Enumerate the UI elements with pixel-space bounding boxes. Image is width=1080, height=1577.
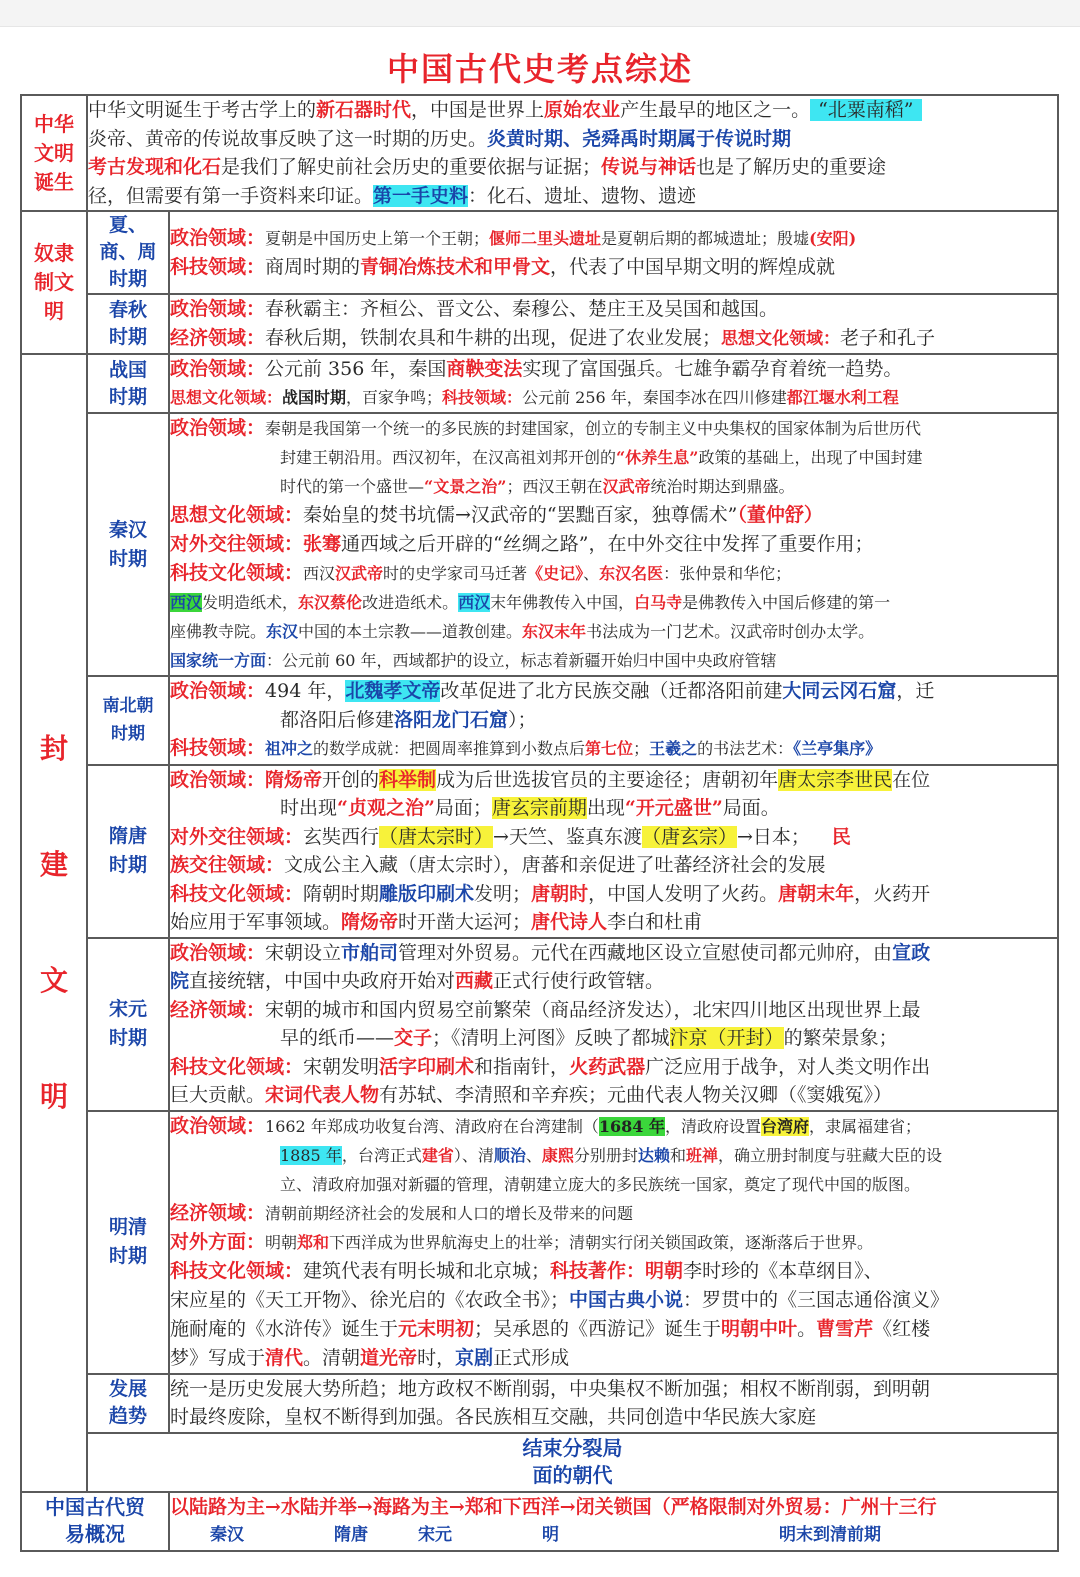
history-summary-table	[20, 94, 1059, 1552]
content-cell: 政治领域：秦朝是我国第一个统一的多民族的封建国家，创立的专制主义中央集权的国家体制为后世历代 封建王朝沿用。西汉初年，在汉高祖刘邦开创的“休养生息”政策的基础上，出现了中国封建 时代的第一个盛世—“文景之治”；西汉王朝在汉武帝统治时期达到鼎盛。 思想文化领域：秦始皇的焚书坑儒→汉武帝的“罢黜百家，独尊儒术”（董仲舒） 对外交往领域：张骞通西域之后开辟的“丝绸之路”，在中外交往中发挥了重要作用； 科技文化领域：西汉汉武帝时的史学家司马迁著《史记》、东汉名医：张仲景和华佗； 西汉发明造纸术，东汉蔡伦改进造纸术。西汉末年佛教传入中国，白马寺是佛教传入中国后修建的第一 座佛教寺院。东汉中国的本土宗教——道教创建。东汉末年书法成为一门艺术。汉武帝时创办太学。 国家统一方面：公元前 60 年，西域都护的设立，标志着新疆开始归中国中央政府管辖	[169, 413, 1058, 676]
era-text: 封建文明	[39, 731, 68, 1113]
content-cell: 以陆路为主→水陆并举→海路为主→郑和下西洋→闭关锁国（严格限制对外贸易：广州十三行 秦汉 隋唐 宋元 明 明末到清前期	[169, 1492, 1058, 1551]
period-label: 战国时期	[87, 354, 169, 413]
content-cell: 政治领域：夏朝是中国历史上第一个王朝；偃师二里头遗址是夏朝后期的都城遗址；殷墟(安阳) 科技领域：商周时期的青铜冶炼技术和甲骨文，代表了中国早期文明的辉煌成就	[169, 211, 1058, 294]
content-cell: 政治领域：494 年，北魏孝文帝改革促进了北方民族交融（迁都洛阳前建大同云冈石窟，迁 都洛阳后修建洛阳龙门石窟）； 科技领域：祖冲之的数学成就：把圆周率推算到小数点后第七位；王羲之的书法艺术：《兰亭集序》	[169, 676, 1058, 765]
period-label: 发展趋势	[87, 1374, 169, 1433]
period-label: 宋元时期	[87, 938, 169, 1111]
era-label	[21, 1492, 169, 1551]
row-xia-shang-zhou	[21, 211, 1058, 294]
era-text: 中国古代贸易概况	[45, 1495, 145, 1546]
row-spring-autumn	[21, 294, 1058, 354]
era-label	[87, 1433, 1058, 1492]
period-label: 秦汉时期	[87, 413, 169, 676]
row-sui-tang	[21, 765, 1058, 938]
content-cell: 中华文明诞生于考古学上的新石器时代，中国是世界上原始农业产生最早的地区之一。 “北粟南稻” 炎帝、黄帝的传说故事反映了这一时期的历史。炎黄时期、尧舜禹时期属于传说时期 考古发现和化石是我们了解史前社会历史的重要依据与证据；传说与神话也是了解历史的重要途 径，但需要有第一手资料来印证。第一手史料：化石、遗址、遗物、遗迹	[87, 95, 1058, 211]
era-text: 奴隶制文明	[34, 241, 74, 323]
period-label: 明清时期	[87, 1111, 169, 1374]
row-song-yuan	[21, 938, 1058, 1111]
row-ming-qing	[21, 1111, 1058, 1374]
content-cell: 政治领域：宋朝设立市舶司管理对外贸易。元代在西藏地区设立宣慰使司都元帅府，由宣政 院直接统辖，中国中央政府开始对西藏正式行使行政管辖。 经济领域：宋朝的城市和国内贸易空前繁荣（商品经济发达），北宋四川地区出现世界上最 早的纸币——交子；《清明上河图》反映了都城汴京（开封）的繁荣景象； 科技文化领域：宋朝发明活字印刷术和指南针，火药武器广泛应用于战争，对人类文明作出 巨大贡献。宋词代表人物有苏轼、李清照和辛弃疾；元曲代表人物关汉卿（《窦娥冤》）	[169, 938, 1058, 1111]
content-cell: 政治领域：春秋霸主：齐桓公、晋文公、秦穆公、楚庄王及吴国和越国。 经济领域：春秋后期，铁制农具和牛耕的出现，促进了农业发展；思想文化领域：老子和孔子	[169, 294, 1058, 354]
content-cell: 统一是历史发展大势所趋；地方政权不断削弱，中央集权不断加强；相权不断削弱，到明朝 时最终废除，皇权不断得到加强。各民族相互交融，共同创造中华民族大家庭	[169, 1374, 1058, 1433]
row-trade-overview	[21, 1492, 1058, 1551]
content-cell: 政治领域：隋炀帝开创的科举制成为后世选拔官员的主要途径；唐朝初年唐太宗李世民在位 时出现“贞观之治”局面；唐玄宗前期出现“开元盛世”局面。 对外交往领域：玄奘西行（唐太宗时）→天竺、鉴真东渡（唐玄宗）→日本； 民 族交往领域：文成公主入藏（唐太宗时），唐蕃和亲促进了吐蕃经济社会的发展 科技文化领域：隋朝时期雕版印刷术发明；唐朝时，中国人发明了火药。唐朝末年，火药开 始应用于军事领域。隋炀帝时开凿大运河；唐代诗人李白和杜甫	[169, 765, 1058, 938]
era-label	[21, 211, 87, 354]
row-warring-states	[21, 354, 1058, 413]
period-label: 春秋时期	[87, 294, 169, 354]
period-label: 隋唐时期	[87, 765, 169, 938]
row-southern-northern	[21, 676, 1058, 765]
row-development-trend	[21, 1374, 1058, 1433]
era-label	[21, 95, 87, 211]
era-text: 结束分裂局面的朝代	[522, 1436, 623, 1487]
period-label: 南北朝时期	[87, 676, 169, 765]
top-status-strip	[0, 0, 1080, 27]
content-cell: 政治领域：1662 年郑成功收复台湾、清政府在台湾建制（1684 年，清政府设置台湾府，隶属福建省； 1885 年，台湾正式建省）、清顺治、康熙分别册封达赖和班禅，确立册封制度与驻藏大臣的设 立、清政府加强对新疆的管理，清朝建立庞大的多民族统一国家，奠定了现代中国的版图。 经济领域：清朝前期经济社会的发展和人口的增长及带来的问题 对外方面：明朝郑和下西洋成为世界航海史上的壮举；清朝实行闭关锁国政策，逐渐落后于世界。 科技文化领域：建筑代表有明长城和北京城；科技著作：明朝李时珍的《本草纲目》、 宋应星的《天工开物》、徐光启的《农政全书》；中国古典小说：罗贯中的《三国志通俗演义》 施耐庵的《水浒传》诞生于元末明初；吴承恩的《西游记》诞生于明朝中叶。曹雪芹《红楼 梦》写成于清代。清朝道光帝时，京剧正式形成	[169, 1111, 1058, 1374]
row-ending-division	[21, 1433, 1058, 1492]
content-cell: 政治领域：公元前 356 年，秦国商鞅变法实现了富国强兵。七雄争霸孕育着统一趋势。 思想文化领域：战国时期，百家争鸣；科技领域：公元前 256 年，秦国李冰在四川修建都江堰水利工程	[169, 354, 1058, 413]
era-text: 中华文明诞生	[34, 111, 74, 194]
period-label: 夏、商、周时期	[87, 211, 169, 294]
row-qin-han	[21, 413, 1058, 676]
page-title: 中国古代史考点综述	[386, 50, 693, 88]
era-label	[21, 354, 87, 1492]
row-civilization-birth	[21, 95, 1058, 211]
